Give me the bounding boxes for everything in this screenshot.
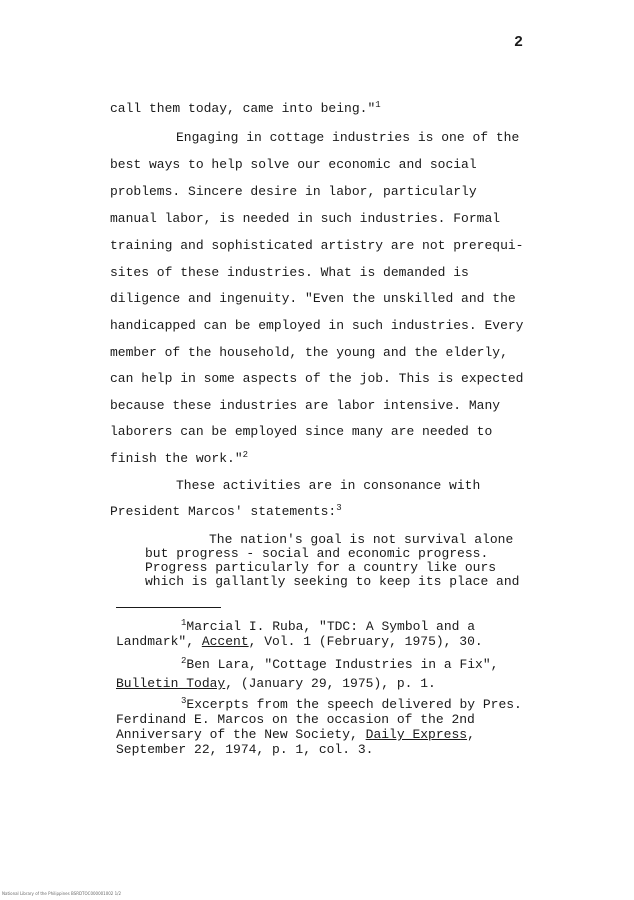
- body-line: Engaging in cottage industries is one of the: [176, 130, 520, 145]
- footnote-1-line: [181, 619, 475, 635]
- body-line: handicapped can be employed in such industries. Every: [110, 318, 524, 333]
- body-line: [110, 450, 248, 468]
- body-line: training and sophisticated artistry are not prerequi-: [110, 238, 524, 253]
- footnote-text: Anniversary of the New Society,: [116, 727, 366, 742]
- footnote-2-line: [181, 657, 498, 673]
- footnote-3-line: [116, 727, 475, 743]
- footnote-number: 1: [181, 618, 187, 628]
- footnote-ref-3: 3: [336, 503, 342, 513]
- body-line: sites of these industries. What is demanded is: [110, 265, 469, 280]
- footnote-text: , (January 29, 1975), p. 1.: [225, 676, 436, 691]
- footnote-text: Excerpts from the speech delivered by Pres.: [186, 697, 522, 712]
- footnote-3-line: [181, 697, 522, 713]
- footnote-number: 3: [181, 696, 187, 706]
- quote-line: The nation's goal is not survival alone: [209, 532, 514, 547]
- page-number: 2: [514, 34, 524, 51]
- footnote-2-line: [116, 676, 436, 692]
- footnote-publication: Accent: [201, 634, 249, 649]
- body-line-text: President Marcos' statements:: [110, 504, 337, 519]
- footnote-text: , Vol. 1 (February, 1975), 30.: [248, 634, 483, 649]
- footnote-publication: Daily Express: [365, 727, 468, 742]
- body-line: manual labor, is needed in such industries. Formal: [110, 211, 501, 226]
- footnote-divider: [116, 607, 221, 608]
- body-line: because these industries are labor intensive. Many: [110, 398, 501, 413]
- body-line: problems. Sincere desire in labor, particularly: [110, 184, 477, 199]
- body-line: best ways to help solve our economic and social: [110, 157, 477, 172]
- footnote-text: ,: [467, 727, 475, 742]
- archive-stamp: National Library of the Philippines BSRDTOC000001002 1/2: [2, 891, 122, 896]
- footnote-ref-1: 1: [375, 100, 381, 110]
- body-line: diligence and ingenuity. "Even the unskilled and the: [110, 291, 516, 306]
- footnote-publication: Bulletin Today: [116, 676, 226, 691]
- footnote-3-line: Ferdinand E. Marcos on the occasion of the 2nd: [116, 712, 475, 727]
- body-line: laborers can be employed since many are needed to: [110, 424, 493, 439]
- body-line-text: finish the work.": [110, 451, 243, 466]
- body-line: [110, 100, 381, 118]
- footnote-1-line: [116, 634, 483, 650]
- body-line: can help in some aspects of the job. This is expected: [110, 371, 524, 386]
- quote-line: which is gallantly seeking to keep its place and: [145, 574, 520, 589]
- footnote-text: Landmark",: [116, 634, 202, 649]
- body-line: These activities are in consonance with: [176, 478, 481, 493]
- quote-line: Progress particularly for a country like ours: [145, 560, 497, 575]
- body-line-text: call them today, came into being.": [110, 101, 376, 116]
- footnote-number: 2: [181, 656, 187, 666]
- body-line: member of the household, the young and the elderly,: [110, 345, 508, 360]
- footnote-3-line: September 22, 1974, p. 1, col. 3.: [116, 742, 374, 757]
- body-line: [110, 503, 342, 521]
- footnote-text: Ben Lara, "Cottage Industries in a Fix",: [186, 657, 499, 672]
- quote-line: but progress - social and economic progress.: [145, 546, 489, 561]
- footnote-ref-2: 2: [242, 450, 249, 460]
- footnote-text: Marcial I. Ruba, "TDC: A Symbol and a: [186, 619, 476, 634]
